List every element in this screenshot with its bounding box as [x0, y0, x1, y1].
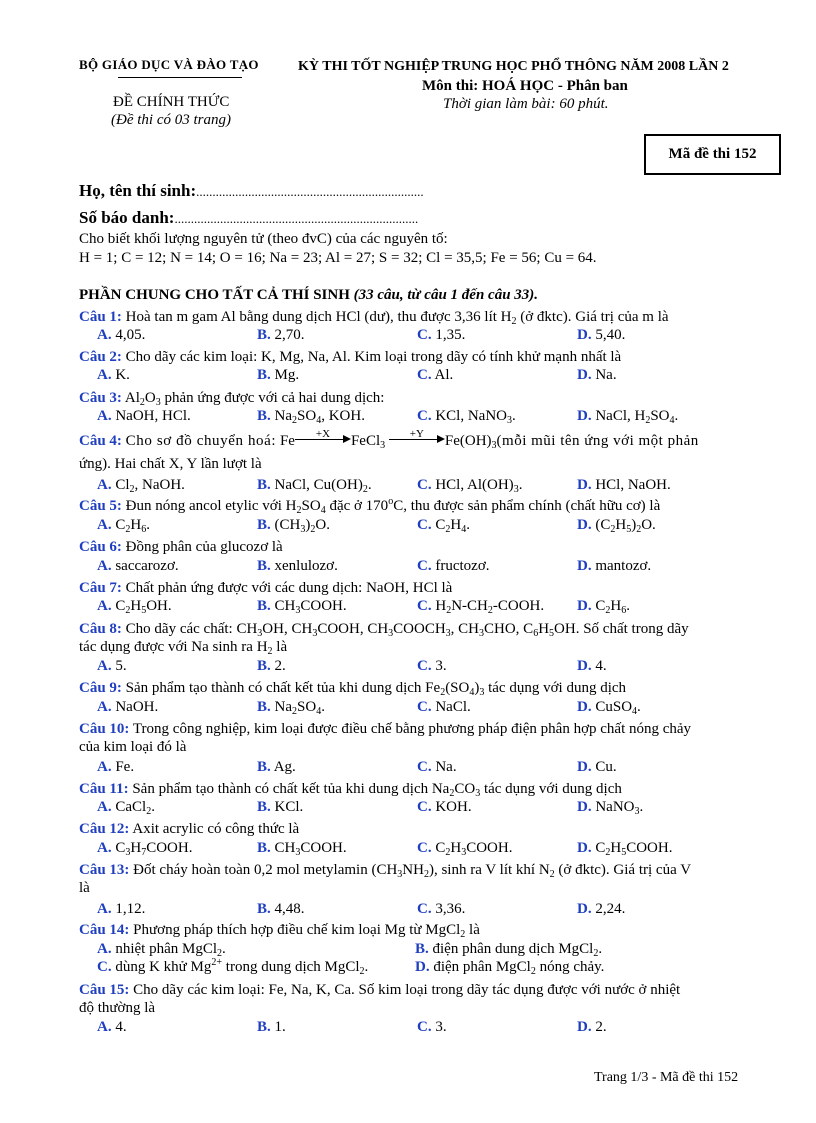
option-a[interactable]: [97, 366, 130, 384]
option-letter: B.: [257, 408, 271, 424]
option-text: 2.: [274, 658, 286, 674]
question-label: Câu 3:: [79, 390, 122, 406]
option-d[interactable]: [577, 557, 651, 575]
option-letter: B.: [257, 840, 271, 856]
option-b[interactable]: [257, 1018, 286, 1036]
arrow-y-icon: +Y: [389, 431, 445, 445]
option-text: $C_2H_6$.: [115, 517, 150, 535]
option-letter: C.: [417, 327, 432, 343]
option-letter: C.: [417, 840, 432, 856]
option-letter: B.: [257, 327, 271, 343]
option-letter: B.: [257, 799, 271, 815]
candidate-name-label: Họ, tên thí sinh:: [79, 181, 197, 200]
option-letter: A.: [97, 699, 112, 715]
option-a[interactable]: [97, 407, 191, 425]
question-15-line2: độ thường là: [79, 1000, 156, 1016]
question-text-cont: (mỗi mũi tên ứng với một phản: [496, 433, 699, 449]
option-b[interactable]: [257, 407, 365, 425]
question-3: [79, 389, 754, 407]
option-a[interactable]: [97, 597, 172, 615]
section-title: PHẦN CHUNG CHO TẤT CẢ THÍ SINH: [79, 287, 350, 303]
question-label: Câu 13:: [79, 862, 130, 878]
candidate-id-line: [79, 208, 418, 229]
question-4-line2: ứng). Hai chất X, Y lần lượt là: [79, 456, 262, 472]
option-letter: C.: [417, 799, 432, 815]
candidate-name-line: [79, 181, 424, 202]
option-a[interactable]: [97, 476, 185, 494]
question-label: Câu 9:: [79, 680, 122, 696]
option-text: KOH.: [435, 799, 472, 815]
question-text: Trong công nghiệp, kim loại được điều chế bằng phương pháp điện phân hợp chất nóng chảy: [132, 721, 692, 737]
option-text: 4.: [595, 658, 607, 674]
option-letter: A.: [97, 558, 112, 574]
options-q5: [97, 516, 757, 534]
option-b[interactable]: B. điện phân dung dịch MgCl$_2$.: [415, 941, 603, 959]
option-c[interactable]: [417, 366, 453, 384]
section-heading: [79, 286, 538, 304]
option-text: KCl, NaNO$_3$.: [435, 408, 516, 426]
option-c[interactable]: [417, 516, 470, 534]
atomic-mass-intro: Cho biết khối lượng nguyên tử (theo đvC) của các nguyên tố:: [79, 231, 448, 247]
question-5: [79, 497, 754, 515]
option-a[interactable]: [97, 839, 192, 857]
options-q10: [97, 758, 757, 776]
option-letter: D.: [577, 558, 592, 574]
option-text: 3,36.: [435, 901, 466, 917]
option-d[interactable]: [577, 900, 625, 918]
question-label: Câu 5:: [79, 498, 122, 514]
option-text: $H_2N-CH_2$-COOH.: [435, 598, 545, 616]
option-letter: A.: [97, 840, 112, 856]
option-letter: D.: [577, 598, 592, 614]
option-letter: D.: [577, 799, 592, 815]
option-letter: C.: [417, 477, 432, 493]
option-a[interactable]: [97, 758, 134, 776]
question-14: [79, 921, 754, 939]
option-letter: D.: [577, 408, 592, 424]
option-text: $C_2H_5COOH$.: [595, 840, 673, 858]
options-q6: [97, 557, 757, 575]
question-text: Đồng phân của glucozơ là: [125, 539, 283, 555]
option-text: xenlulozơ.: [274, 558, 338, 574]
option-text: $C_2H_5OH$.: [115, 598, 172, 616]
arrow-x-icon: +X: [295, 431, 351, 445]
option-letter: A.: [97, 901, 112, 917]
option-text: HCl, NaOH.: [595, 477, 671, 493]
option-b[interactable]: [257, 798, 303, 816]
question-label: Câu 4:: [79, 433, 122, 449]
option-d[interactable]: [577, 516, 656, 534]
question-11: [79, 780, 754, 798]
question-7: [79, 579, 754, 597]
question-2: [79, 348, 754, 366]
option-letter: C.: [417, 1019, 432, 1035]
option-letter: B.: [257, 558, 271, 574]
options-q3: [97, 407, 757, 425]
option-c[interactable]: C. dùng K khử $Mg^{2+}$ trong dung dịch MgCl$_2$.: [97, 957, 369, 977]
option-d[interactable]: D. điện phân MgCl$_2$ nóng chảy.: [415, 959, 605, 977]
exam-code-box: Mã đề thi 152: [644, 134, 781, 175]
question-label: Câu 10:: [79, 721, 130, 737]
option-text: Ag.: [273, 759, 296, 775]
question-label: Câu 14:: [79, 922, 130, 938]
option-text: NaCl, $Cu(OH)_2$.: [274, 477, 372, 495]
option-text: 4,48.: [274, 901, 305, 917]
option-d[interactable]: [577, 407, 678, 425]
option-b[interactable]: [257, 326, 305, 344]
option-text: HCl, $Al(OH)_3$.: [435, 477, 523, 495]
option-text: NaOH, HCl.: [115, 408, 191, 424]
options-q14-row1: [97, 940, 757, 958]
option-b[interactable]: [257, 839, 347, 857]
option-letter: A.: [97, 477, 112, 493]
option-letter: C.: [417, 598, 432, 614]
options-q13: [97, 900, 757, 918]
option-letter: C.: [417, 408, 432, 424]
option-text: Na.: [595, 367, 617, 383]
options-q9: [97, 698, 757, 716]
option-c[interactable]: [417, 557, 490, 575]
option-text: fructozơ.: [435, 558, 490, 574]
candidate-id-dots: ...........................................................................: [174, 211, 419, 226]
option-d[interactable]: [577, 366, 617, 384]
option-letter: C.: [417, 517, 432, 533]
option-text: NaOH.: [115, 699, 159, 715]
scheme-fe: Fe: [279, 433, 295, 449]
question-text: Cho dãy các kim loại: K, Mg, Na, Al. Kim loại trong dãy có tính khử mạnh nhất là: [125, 349, 622, 365]
option-text: saccarozơ.: [115, 558, 179, 574]
option-text: Na.: [435, 759, 457, 775]
option-b[interactable]: [257, 597, 347, 615]
question-text: Đốt cháy hoàn toàn 0,2 mol metylamin $(CH_3NH_2)$, sinh ra V lít khí $N_2$ (ở đktc). Giá trị của V: [133, 862, 692, 880]
option-text: 4.: [115, 1019, 127, 1035]
option-letter: B.: [257, 901, 271, 917]
option-text: $C_3H_7COOH$.: [115, 840, 193, 858]
question-label: Câu 12:: [79, 821, 130, 837]
option-text: NaNO$_3$.: [595, 799, 644, 817]
option-text: $Na_2SO_4$, KOH.: [274, 408, 365, 426]
option-letter: C.: [417, 558, 432, 574]
question-label: Câu 11:: [79, 781, 129, 797]
options-q14-row2: [97, 958, 757, 976]
option-b[interactable]: [257, 657, 286, 675]
option-d[interactable]: [577, 698, 641, 716]
option-text: $CH_3COOH$.: [274, 840, 347, 858]
option-text: mantozơ.: [595, 558, 652, 574]
question-label: Câu 8:: [79, 621, 122, 637]
question-label: Câu 15:: [79, 982, 130, 998]
options-q1: [97, 326, 757, 344]
option-d[interactable]: [577, 839, 672, 857]
scheme-feoh3: $Fe(OH)_3$: [444, 433, 497, 451]
option-letter: A.: [97, 598, 112, 614]
question-text: Đun nóng ancol etylic với $H_2SO_4$ đặc ở 170$^o$C, thu được sản phẩm chính (chất hữu cơ) là: [125, 496, 661, 516]
option-text: 2,70.: [274, 327, 305, 343]
option-letter: B.: [257, 477, 271, 493]
option-c[interactable]: [417, 1018, 447, 1036]
option-letter: B.: [257, 699, 271, 715]
option-letter: D.: [577, 477, 592, 493]
option-text: 5.: [115, 658, 127, 674]
option-letter: A.: [97, 327, 112, 343]
candidate-id-label: Số báo danh:: [79, 208, 175, 227]
question-text: Axit acrylic có công thức là: [132, 821, 300, 837]
option-text: 2.: [595, 1019, 607, 1035]
option-d[interactable]: [577, 326, 625, 344]
option-text: 1,12.: [115, 901, 146, 917]
option-c[interactable]: [417, 798, 472, 816]
option-d[interactable]: [577, 657, 607, 675]
option-a[interactable]: [97, 698, 158, 716]
option-d[interactable]: [577, 798, 643, 816]
question-label: Câu 2:: [79, 349, 122, 365]
options-q7: [97, 597, 757, 615]
exam-title: KỲ THI TỐT NGHIỆP TRUNG HỌC PHỔ THÔNG NĂM 2008 LẦN 2: [298, 59, 729, 74]
option-letter: B.: [257, 598, 271, 614]
question-10-line2: của kim loại đó là: [79, 739, 187, 755]
header-rule: [118, 77, 242, 78]
question-10: [79, 720, 754, 738]
option-text: $CH_3COOH$.: [274, 598, 347, 616]
option-letter: B.: [257, 759, 271, 775]
option-a[interactable]: [97, 798, 155, 816]
option-text: 4,05.: [115, 327, 146, 343]
option-letter: D.: [577, 658, 592, 674]
question-1: [79, 308, 754, 326]
option-text: 3.: [435, 1019, 447, 1035]
question-6: [79, 538, 754, 556]
options-q12: [97, 839, 757, 857]
option-b[interactable]: [257, 698, 325, 716]
option-text: Mg.: [274, 367, 300, 383]
option-letter: D.: [577, 367, 592, 383]
option-d[interactable]: [577, 758, 617, 776]
question-8: [79, 620, 754, 638]
candidate-name-dots: ......................................................................: [196, 184, 424, 199]
option-letter: C.: [417, 699, 432, 715]
option-text: $Cl_2$, NaOH.: [115, 477, 185, 495]
option-text: 3.: [435, 658, 447, 674]
option-text: 5,40.: [595, 327, 626, 343]
option-letter: A.: [97, 1019, 112, 1035]
option-letter: D.: [577, 517, 592, 533]
option-letter: C.: [417, 367, 432, 383]
section-subtitle: (33 câu, từ câu 1 đến câu 33).: [353, 287, 539, 303]
official-label: ĐỀ CHÍNH THỨC: [113, 94, 230, 110]
option-text: Cu.: [595, 759, 617, 775]
option-c[interactable]: [417, 698, 471, 716]
option-letter: D.: [577, 759, 592, 775]
option-text: NaCl.: [435, 699, 471, 715]
page-footer: Trang 1/3 - Mã đề thi 152: [594, 1070, 739, 1085]
option-text: $Na_2SO_4$.: [274, 699, 325, 717]
exam-subject: Môn thi: HOÁ HỌC - Phân ban: [422, 78, 628, 94]
option-b[interactable]: [257, 476, 372, 494]
option-letter: C.: [417, 759, 432, 775]
option-text: CuSO$_4$.: [595, 699, 641, 717]
option-text: KCl.: [274, 799, 304, 815]
question-text: Cho dãy các chất: $CH_3OH$, $CH_3COOH$, $CH_3COOCH_3$, $CH_3CHO$, $C_6H_5OH$. Số chất trong dãy: [125, 621, 689, 639]
question-label: Câu 7:: [79, 580, 122, 596]
question-text: Phương pháp thích hợp điều chế kim loại Mg từ MgCl$_2$ là: [133, 922, 480, 940]
option-c[interactable]: [417, 597, 544, 615]
options-q11: [97, 798, 757, 816]
question-4: [79, 428, 754, 451]
option-b[interactable]: [257, 366, 299, 384]
option-a[interactable]: [97, 1018, 127, 1036]
option-text: $(C_2H_5)_2O$.: [595, 517, 656, 535]
option-text: $(CH_3)_2O$.: [274, 517, 330, 535]
option-text: K.: [115, 367, 130, 383]
option-letter: A.: [97, 658, 112, 674]
option-c[interactable]: [417, 476, 522, 494]
question-text: Cho dãy các kim loại: Fe, Na, K, Ca. Số kim loại trong dãy tác dụng được với nước ở nhiệt: [133, 982, 681, 998]
option-a[interactable]: [97, 900, 145, 918]
options-q15: [97, 1018, 757, 1036]
question-text: Hoà tan m gam Al bằng dung dịch HCl (dư), thu được 3,36 lít $H_2$ (ở đktc). Giá trị của m là: [125, 309, 669, 327]
question-text: Sản phẩm tạo thành có chất kết tủa khi dung dịch $Fe_2(SO_4)_3$ tác dụng với dung dịch: [125, 680, 627, 698]
option-letter: D.: [577, 1019, 592, 1035]
question-label: Câu 1:: [79, 309, 122, 325]
question-text: Cho sơ đồ chuyển hoá:: [125, 433, 277, 449]
option-letter: D.: [577, 327, 592, 343]
option-a[interactable]: [97, 516, 150, 534]
option-b[interactable]: [257, 516, 330, 534]
option-text: CaCl$_2$.: [115, 799, 155, 817]
option-letter: D.: [577, 840, 592, 856]
option-letter: A.: [97, 408, 112, 424]
option-c[interactable]: [417, 839, 512, 857]
question-8-line2: tác dụng được với Na sinh ra $H_2$ là: [79, 639, 288, 657]
option-letter: D.: [577, 699, 592, 715]
option-letter: C.: [417, 901, 432, 917]
option-a[interactable]: A. nhiệt phân MgCl$_2$.: [97, 941, 226, 959]
option-text: NaCl, $H_2SO_4$.: [595, 408, 679, 426]
option-a[interactable]: [97, 557, 179, 575]
option-d[interactable]: [577, 597, 630, 615]
option-text: Al.: [434, 367, 454, 383]
question-9: [79, 679, 754, 697]
options-q8: [97, 657, 757, 675]
option-letter: A.: [97, 799, 112, 815]
option-letter: A.: [97, 759, 112, 775]
question-label: Câu 6:: [79, 539, 122, 555]
option-text: 2,24.: [595, 901, 626, 917]
option-c[interactable]: [417, 407, 516, 425]
option-text: Fe.: [115, 759, 135, 775]
option-letter: D.: [577, 901, 592, 917]
option-letter: A.: [97, 367, 112, 383]
question-text: Sản phẩm tạo thành có chất kết tủa khi dung dịch $Na_2CO_3$ tác dụng với dung dịch: [132, 781, 622, 799]
option-c[interactable]: [417, 657, 447, 675]
option-text: 1,35.: [435, 327, 466, 343]
option-b[interactable]: [257, 900, 305, 918]
option-a[interactable]: [97, 326, 145, 344]
options-q4: [97, 476, 757, 494]
question-text: $Al_2O_3$ phản ứng được với cả hai dung dịch:: [124, 390, 385, 408]
option-letter: B.: [257, 1019, 271, 1035]
question-text: Chất phản ứng được với các dung dịch: NaOH, HCl là: [125, 580, 453, 596]
option-d[interactable]: [577, 1018, 607, 1036]
option-text: $C_2H_4$.: [435, 517, 470, 535]
question-12: [79, 820, 754, 838]
option-d[interactable]: [577, 476, 671, 494]
options-q2: [97, 366, 757, 384]
option-letter: B.: [257, 658, 271, 674]
option-letter: C.: [417, 658, 432, 674]
option-c[interactable]: [417, 900, 465, 918]
option-text: $C_2H_3COOH$.: [435, 840, 513, 858]
option-b[interactable]: [257, 758, 296, 776]
exam-time: Thời gian làm bài: 60 phút.: [443, 96, 609, 112]
option-b[interactable]: [257, 557, 338, 575]
option-text: 1.: [274, 1019, 286, 1035]
option-text: $C_2H_6$.: [595, 598, 630, 616]
ministry-name: BỘ GIÁO DỤC VÀ ĐÀO TẠO: [79, 57, 259, 72]
option-c[interactable]: [417, 326, 465, 344]
option-a[interactable]: [97, 657, 127, 675]
question-13-line2: là: [79, 880, 90, 896]
option-letter: B.: [257, 367, 271, 383]
option-letter: A.: [97, 517, 112, 533]
question-15: [79, 981, 754, 999]
scheme-fecl3: FeCl$_3$: [350, 433, 386, 451]
option-c[interactable]: [417, 758, 457, 776]
option-letter: B.: [257, 517, 271, 533]
question-13: [79, 861, 754, 879]
atomic-mass-values: H = 1; C = 12; N = 14; O = 16; Na = 23; Al = 27; S = 32; Cl = 35,5; Fe = 56; Cu = 64.: [79, 250, 597, 266]
pages-note: (Đề thi có 03 trang): [111, 112, 231, 128]
